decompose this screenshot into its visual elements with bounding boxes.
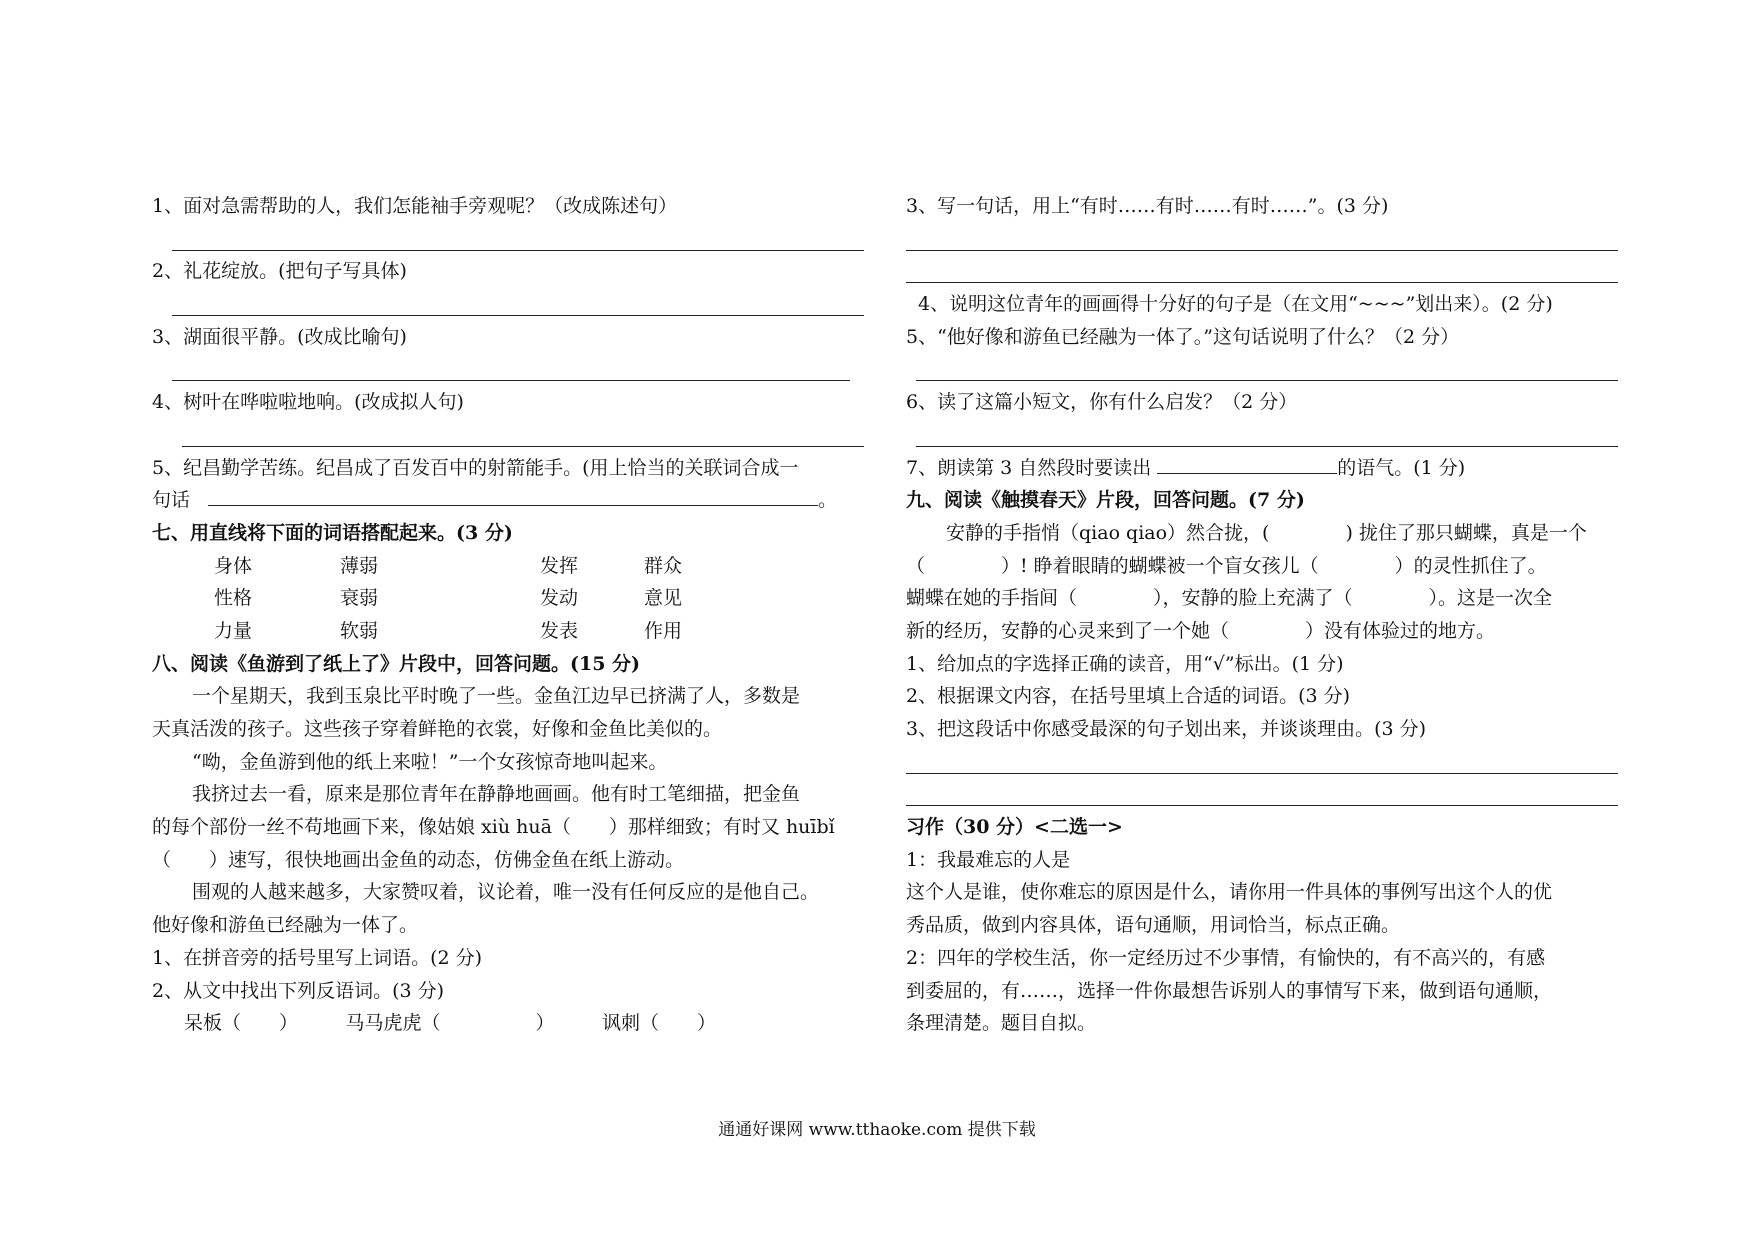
passage-line: 天真活泼的孩子。这些孩子穿着鲜艳的衣裳，好像和金鱼比美似的。	[152, 718, 723, 740]
match-word[interactable]: 作用	[644, 619, 683, 642]
section-9-title: 九、阅读《触摸春天》片段，回答问题。(7 分)	[906, 489, 1305, 512]
passage-line: 一个星期天，我到玉泉比平时晚了一些。金鱼江边早已挤满了人，多数是	[192, 685, 801, 708]
match-word[interactable]: 发动	[540, 587, 579, 610]
passage-line: （ ）! 睁着眼睛的蝴蝶被一个盲女孩儿（ ）的灵性抓住了。	[906, 554, 1547, 577]
passage-line: 他好像和游鱼已经融为一体了。	[152, 914, 419, 937]
answer-line[interactable]	[906, 746, 1618, 779]
essay-text: 条理清楚。题目自拟。	[906, 1012, 1097, 1035]
passage-line: 围观的人越来越多，大家赞叹着，议论着，唯一没有任何反应的是他自己。	[192, 881, 820, 904]
match-word[interactable]: 力量	[214, 619, 253, 642]
question-7-text: 7、朗读第 3 自然段时要读出	[906, 456, 1152, 479]
match-word[interactable]: 群众	[644, 554, 683, 577]
essay-text: 到委屈的，有……，选择一件你最想告诉别人的事情写下来，做到语句通顺，	[906, 979, 1553, 1002]
antonym-items[interactable]: 呆板（ ） 马马虎虎（ ） 讽刺（ ）	[184, 1012, 717, 1035]
passage-line: 的每个部份一丝不苟地画下来，像姑娘 xiù huā（ ）那样细致；有时又 huībǐ	[152, 816, 835, 839]
question-7-tail: 的语气。(1 分)	[1337, 456, 1466, 479]
reading-question-2: 2、从文中找出下列反语词。(3 分)	[152, 979, 445, 1002]
question-5-end: 。	[818, 489, 838, 512]
question-3: 3、湖面很平静。(改成比喻句)	[152, 325, 407, 348]
question-5: 5、“他好像和游鱼已经融为一体了。”这句话说明了什么？（2 分）	[906, 325, 1460, 348]
question-7	[906, 452, 1618, 485]
right-column	[906, 190, 1618, 1040]
match-word[interactable]: 薄弱	[340, 554, 379, 577]
passage-line: （ ）速写，很快地画出金鱼的动态，仿佛金鱼在纸上游动。	[152, 848, 685, 871]
answer-line[interactable]	[906, 223, 1618, 256]
passage-line: 蝴蝶在她的手指间（ ），安静的脸上充满了（ ）。这是一次全	[906, 587, 1553, 610]
question-4: 4、树叶在哗啦啦地响。(改成拟人句)	[152, 391, 464, 414]
match-word[interactable]: 软弱	[340, 619, 379, 642]
question-5-label: 句话	[152, 489, 191, 512]
essay-title: 习作（30 分）<二选一>	[906, 816, 1123, 839]
passage-line: “呦，金鱼游到他的纸上来啦！”一个女孩惊奇地叫起来。	[192, 750, 668, 773]
left-column	[152, 190, 864, 1040]
passage-line: 我挤过去一看，原来是那位青年在静静地画画。他有时工笔细描，把金鱼	[192, 783, 801, 806]
question-3: 3、写一句话，用上“有时……有时……有时……”。(3 分)	[906, 195, 1389, 217]
match-row	[152, 550, 864, 583]
question-5: 5、纪昌勤学苦练。纪昌成了百发百中的射箭能手。(用上恰当的关联词合成一	[152, 456, 799, 479]
answer-line[interactable]	[906, 778, 1618, 811]
section-8-title: 八、阅读《鱼游到了纸上了》片段中，回答问题。(15 分)	[152, 652, 641, 675]
answer-line[interactable]	[152, 223, 864, 256]
question-1: 1、面对急需帮助的人，我们怎能袖手旁观呢？（改成陈述句）	[152, 195, 678, 217]
match-word[interactable]: 意见	[644, 587, 683, 610]
essay-text: 秀品质，做到内容具体，语句通顺，用词恰当，标点正确。	[906, 914, 1401, 937]
answer-line[interactable]	[208, 485, 818, 506]
match-row	[152, 615, 864, 648]
answer-line[interactable]	[152, 419, 864, 452]
passage-line: 安静的手指悄（qiao qiao）然合拢，( ) 拢住了那只蝴蝶，真是一个	[946, 521, 1587, 544]
reading-question-1: 1、给加点的字选择正确的读音，用“√”标出。(1 分)	[906, 652, 1344, 675]
question-2: 2、礼花绽放。(把句子写具体)	[152, 260, 407, 283]
answer-line[interactable]	[906, 353, 1618, 386]
question-6: 6、读了这篇小短文，你有什么启发？（2 分）	[906, 391, 1298, 414]
match-word[interactable]: 性格	[214, 587, 253, 610]
answer-line[interactable]	[906, 419, 1618, 452]
page-footer: 通通好课网 www.tthaoke.com 提供下载	[718, 1120, 1036, 1140]
question-4: 4、说明这位青年的画画得十分好的句子是（在文用“~~~”划出来）。(2 分)	[918, 293, 1553, 316]
match-word[interactable]: 发表	[540, 619, 579, 642]
passage-line: 新的经历，安静的心灵来到了一个她（ ）没有体验过的地方。	[906, 619, 1496, 642]
essay-text: 这个人是谁，使你难忘的原因是什么，请你用一件具体的事例写出这个人的优	[906, 881, 1553, 904]
answer-line[interactable]	[152, 353, 864, 386]
match-word[interactable]: 发挥	[540, 554, 579, 577]
section-7-title: 七、用直线将下面的词语搭配起来。(3 分)	[152, 521, 513, 544]
match-row	[152, 582, 864, 615]
answer-line[interactable]	[1157, 455, 1337, 474]
answer-line[interactable]	[152, 288, 864, 321]
essay-option-1: 1：我最难忘的人是	[906, 848, 1071, 871]
reading-question-1: 1、在拼音旁的括号里写上词语。(2 分)	[152, 946, 483, 969]
answer-line[interactable]	[906, 255, 1618, 288]
question-5-cont	[152, 484, 864, 517]
match-word[interactable]: 衰弱	[340, 587, 379, 610]
reading-question-2: 2、根据课文内容，在括号里填上合适的词语。(3 分)	[906, 685, 1351, 708]
essay-option-2: 2：四年的学校生活，你一定经历过不少事情，有愉快的，有不高兴的，有感	[906, 946, 1546, 969]
match-word[interactable]: 身体	[214, 554, 253, 577]
reading-question-3: 3、把这段话中你感受最深的句子划出来，并谈谈理由。(3 分)	[906, 718, 1427, 740]
